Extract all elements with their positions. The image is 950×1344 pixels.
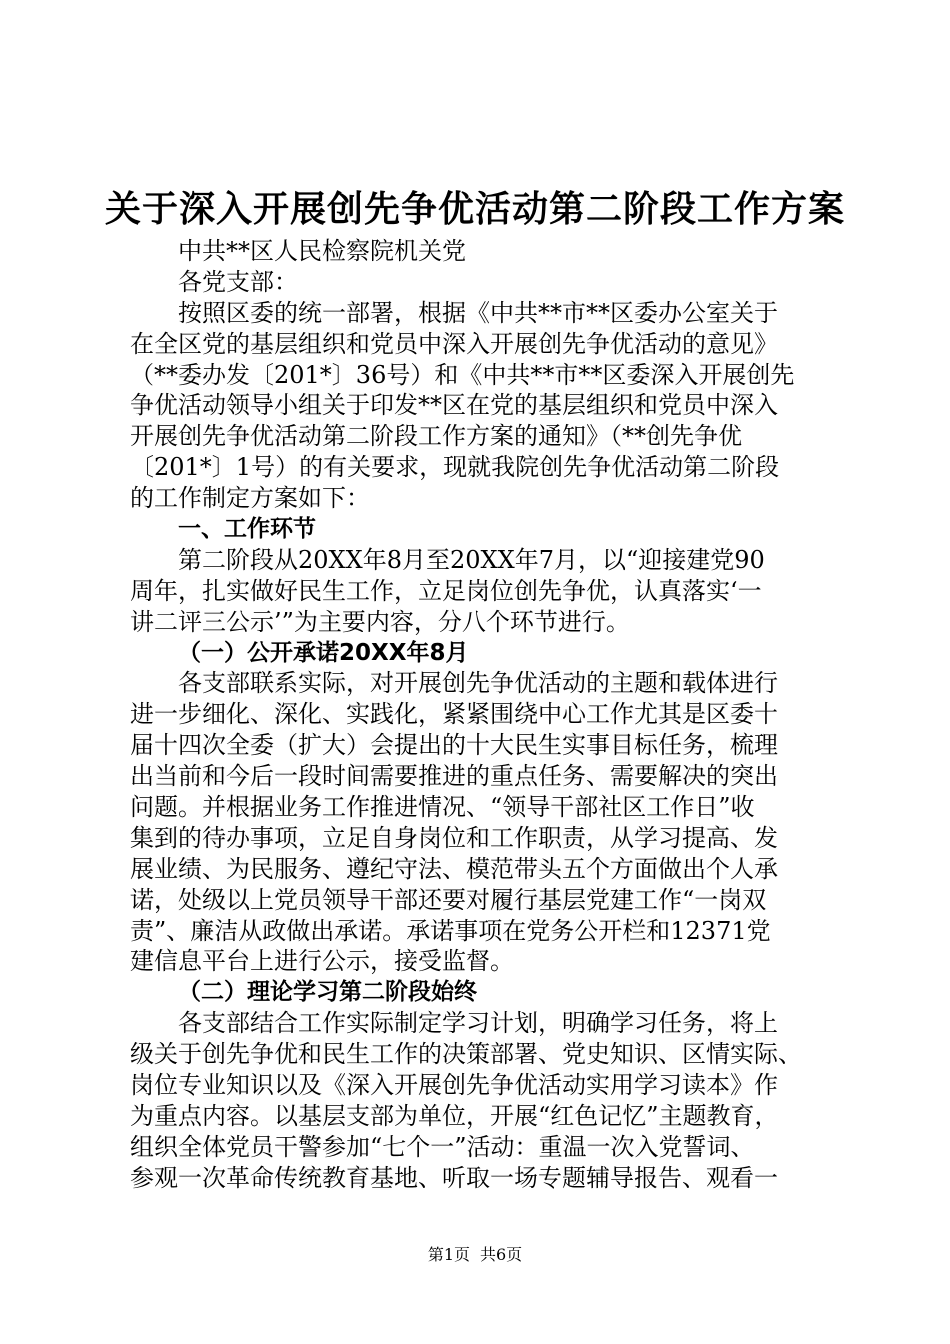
paragraph-line: 岗位专业知识以及《深入开展创先争优活动实用学习读本》作 (130, 1071, 778, 1100)
document-title: 关于深入开展创先争优活动第二阶段工作方案 (104, 189, 845, 230)
paragraph-line: 第二阶段从20XX年8月至20XX年7月，以“迎接建党90 (178, 545, 765, 574)
page-number: 第1页 (427, 1245, 470, 1264)
paragraph-line: 展业绩、为民服务、遵纪守法、模范带头五个方面做出个人承 (130, 854, 778, 883)
page-footer (0, 1244, 950, 1266)
subsection-heading: （一）公开承诺20XX年8月 (178, 639, 469, 666)
addressee-org: 中共**区人民检察院机关党 (178, 237, 466, 265)
paragraph-line: 诺，处级以上党员领导干部还要对履行基层党建工作“一岗双 (130, 885, 767, 914)
page-total: 共6页 (480, 1245, 523, 1264)
paragraph-line: 进一步细化、深化、实践化，紧紧围绕中心工作尤其是区委十 (130, 700, 778, 729)
paragraph-line: 各支部结合工作实际制定学习计划，明确学习任务，将上 (178, 1009, 778, 1038)
document-body (130, 236, 830, 1194)
paragraph-line: 出当前和今后一段时间需要推进的重点任务、需要解决的突出 (130, 762, 778, 791)
paragraph-line: 的工作制定方案如下： (130, 484, 370, 513)
paragraph-line: 在全区党的基层组织和党员中深入开展创先争优活动的意见》 (130, 329, 778, 358)
paragraph-line: 讲二评三公示’”为主要内容，分八个环节进行。 (130, 607, 630, 636)
paragraph-line: 〔201*〕1号）的有关要求，现就我院创先争优活动第二阶段 (130, 453, 780, 482)
paragraph-line: 建信息平台上进行公示，接受监督。 (130, 947, 514, 976)
section-heading: 一、工作环节 (178, 516, 316, 543)
paragraph-line: 为重点内容。以基层支部为单位，开展“红色记忆”主题教育， (130, 1101, 779, 1130)
paragraph-line: 责”、廉洁从政做出承诺。承诺事项在党务公开栏和12371党 (130, 916, 771, 945)
paragraph-line: 争优活动领导小组关于印发**区在党的基层组织和党员中深入 (130, 391, 778, 420)
paragraph-line: 集到的待办事项，立足自身岗位和工作职责，从学习提高、发 (130, 823, 778, 852)
paragraph-line: 按照区委的统一部署，根据《中共**市**区委办公室关于 (178, 298, 778, 327)
paragraph-line: 问题。并根据业务工作推进情况、“领导干部社区工作日”收 (130, 793, 755, 822)
paragraph-line: 开展创先争优活动第二阶段工作方案的通知》（**创先争优 (130, 422, 742, 451)
salutation: 各党支部： (178, 267, 298, 296)
paragraph-line: 届十四次全委（扩大）会提出的十大民生实事目标任务，梳理 (130, 731, 778, 760)
paragraph-line: 级关于创先争优和民生工作的决策部署、党史知识、区情实际、 (130, 1040, 802, 1069)
paragraph-line: （**委办发〔201*〕36号）和《中共**市**区委深入开展创先 (130, 360, 795, 389)
paragraph-line: 各支部联系实际，对开展创先争优活动的主题和载体进行 (178, 669, 778, 698)
paragraph-line: 组织全体党员干警参加“七个一”活动：重温一次入党誓词、 (130, 1132, 755, 1161)
paragraph-line: 周年，扎实做好民生工作，立足岗位创先争优，认真落实‘一 (130, 576, 762, 605)
paragraph-line: 参观一次革命传统教育基地、听取一场专题辅导报告、观看一 (130, 1163, 778, 1192)
subsection-heading: （二）理论学习第二阶段始终 (178, 979, 477, 1006)
